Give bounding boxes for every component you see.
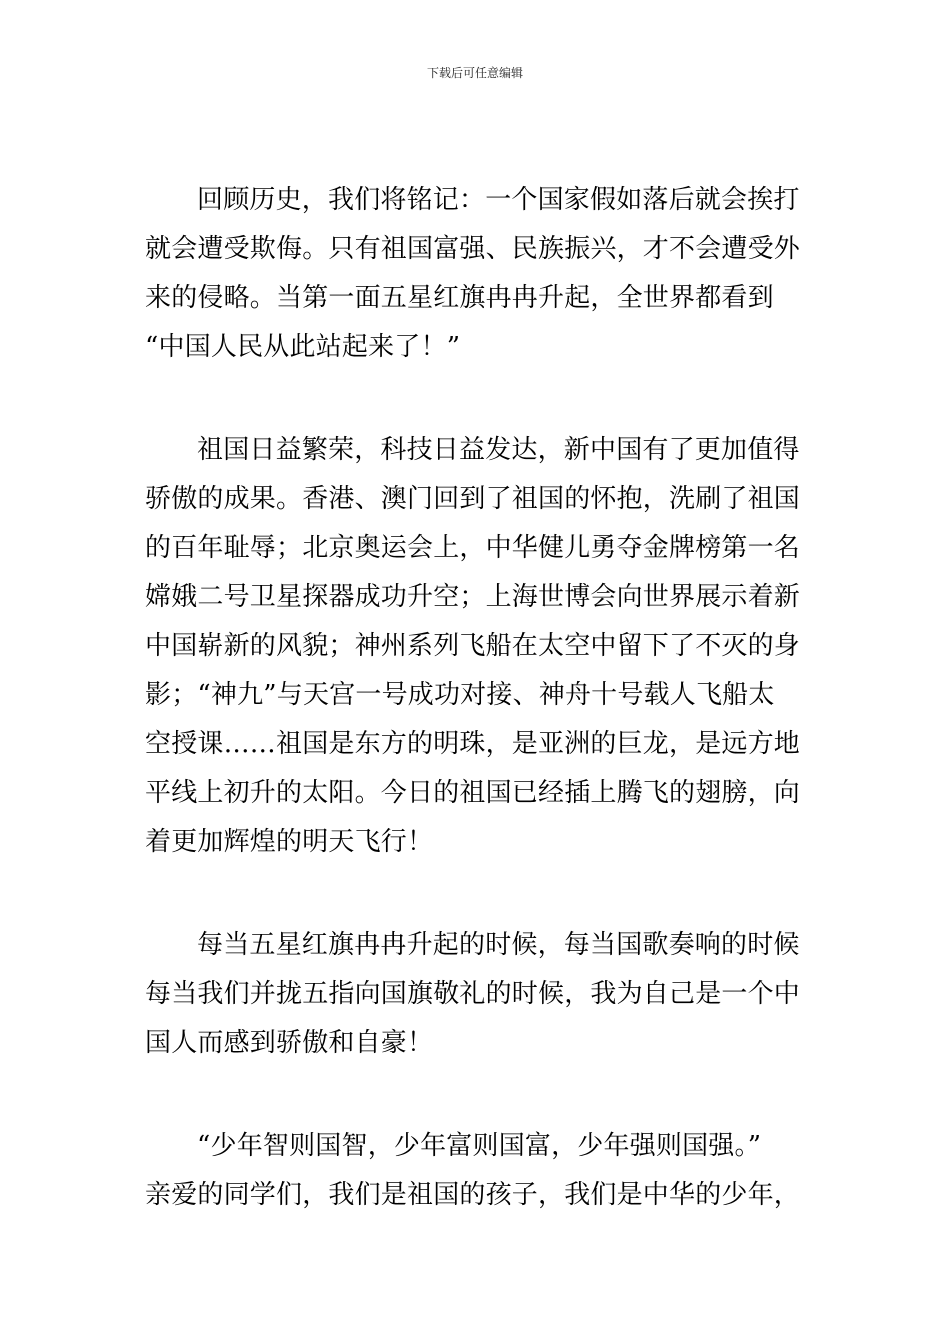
text-line: 亲爱的同学们，我们是祖国的孩子，我们是中华的少年， <box>145 1180 801 1210</box>
document-body <box>145 176 807 1274</box>
text-line: 祖国日益繁荣，科技日益发达，新中国有了更加值得 <box>197 435 800 465</box>
text-line: 回顾历史，我们将铭记：一个国家假如落后就会挨打 <box>197 185 800 215</box>
text-line: 中国崭新的风貌；神州系列飞船在太空中留下了不灭的身 <box>145 631 801 661</box>
paragraph-flag <box>145 921 807 1068</box>
text-line: 就会遭受欺侮。只有祖国富强、民族振兴，才不会遭受外 <box>145 234 801 264</box>
paragraph-youth <box>145 1122 807 1220</box>
text-line: 嫦娥二号卫星探器成功升空；上海世博会向世界展示着新 <box>145 582 801 612</box>
text-line: 着更加辉煌的明天飞行！ <box>145 827 434 857</box>
text-line: 空授课……祖国是东方的明珠，是亚洲的巨龙，是远方地 <box>145 729 801 759</box>
paragraph-history <box>145 176 807 372</box>
text-line: 平线上初升的太阳。今日的祖国已经插上腾飞的翅膀，向 <box>145 778 801 808</box>
text-line: 每当五星红旗冉冉升起的时候，每当国歌奏响的时候 <box>197 930 800 960</box>
page-header: 下载后可任意编辑 <box>426 66 523 80</box>
text-line: 骄傲的成果。香港、澳门回到了祖国的怀抱，洗刷了祖国 <box>145 484 801 514</box>
text-line: 的百年耻辱；北京奥运会上，中华健儿勇夺金牌榜第一名 <box>145 533 801 563</box>
text-line: 每当我们并拢五指向国旗敬礼的时候，我为自己是一个中 <box>145 979 801 1009</box>
text-line: “中国人民从此站起来了！” <box>145 332 461 362</box>
text-line: 国人而感到骄傲和自豪！ <box>145 1028 434 1058</box>
text-line: 影；“神九”与天宫一号成功对接、神舟十号载人飞船太 <box>145 680 775 710</box>
text-line: 来的侵略。当第一面五星红旗冉冉升起，全世界都看到 <box>145 283 774 313</box>
paragraph-achievements <box>145 426 807 867</box>
text-line: “少年智则国智，少年富则国富，少年强则国强。” <box>197 1131 762 1161</box>
